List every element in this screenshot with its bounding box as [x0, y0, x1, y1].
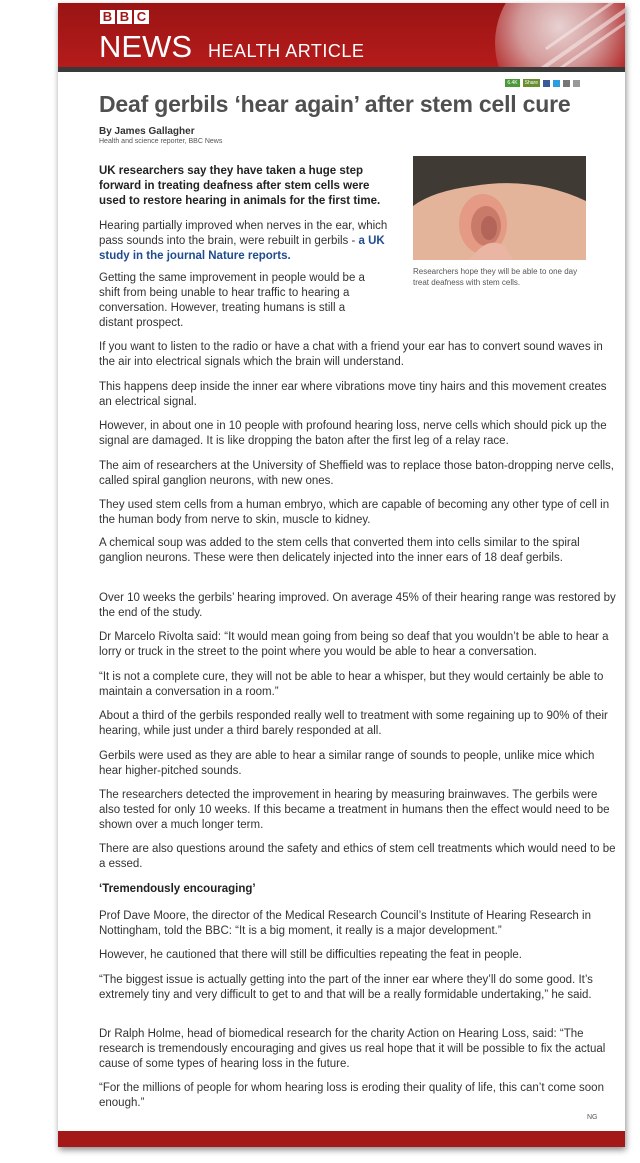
headline: Deaf gerbils ‘hear again’ after stem cell cure: [99, 91, 571, 117]
intro-paragraph-2: Getting the same improvement in people would be a shift from being unable to hear traffic to hearing a conversation. However, treating humans is still a distant prospect.: [99, 272, 365, 329]
share-count: 6.4K: [507, 80, 518, 86]
logo-letter: B: [100, 10, 115, 24]
logo-letter: C: [134, 10, 149, 24]
body-paragraph: A chemical soup was added to the stem cells that converted them into cells similar to the spiral ganglion neurons. These were then delicately injected into the inner ears of 18 deaf gerbils.: [99, 537, 580, 564]
article-body-14: [99, 909, 619, 939]
article-body-6: [99, 536, 619, 566]
editor-tag: NG: [587, 1114, 598, 1121]
article-body-13: [99, 842, 619, 872]
print-icon[interactable]: [573, 80, 580, 87]
study-link[interactable]: a UK study in the journal Nature reports.: [99, 235, 385, 262]
body-paragraph: “For the millions of people for whom hearing loss is eroding their quality of life, this can’t come soon enough.”: [99, 1082, 604, 1109]
article-body-8: [99, 630, 619, 660]
body-paragraph: “It is not a complete cure, they will not be able to hear a whisper, but they would certainly be able to maintain a conversation in a room.”: [99, 671, 604, 698]
article-body: [99, 340, 619, 370]
intro-text: Hearing partially improved when nerves in the ear, which pass sounds into the brain, were rebuilt in gerbils -: [99, 220, 388, 247]
article-body-3: [99, 419, 619, 449]
news-brand: NEWS: [99, 29, 192, 64]
section-title: HEALTH ARTICLE: [208, 41, 365, 61]
email-icon[interactable]: [563, 80, 570, 87]
globe-graphic: [495, 3, 625, 67]
body-paragraph: Over 10 weeks the gerbils’ hearing improved. On average 45% of their hearing range was restored by the end of the study.: [99, 592, 616, 619]
body-paragraph: Dr Ralph Holme, head of biomedical research for the charity Action on Hearing Loss, said: “The research is tremendously encouraging and gives us real hope that it will be possible to fix the actual cause of some types of hearing loss in the future.: [99, 1028, 606, 1070]
body-paragraph: Prof Dave Moore, the director of the Medical Research Council’s Institute of Hearing Research in Nottingham, told the BBC: “It is a big moment, it really is a major development.”: [99, 910, 591, 937]
article-body-12: [99, 788, 619, 833]
share-toolbar: [505, 79, 580, 87]
share-button[interactable]: Share: [524, 80, 538, 86]
article-body-9: [99, 670, 619, 700]
lead-paragraph: UK researchers say they have taken a huge step forward in treating deafness after stem cells were used to restore hearing in animals for the first time.: [99, 165, 381, 207]
body-paragraph: About a third of the gerbils responded really well to treatment with some regaining up to 90% of their hearing, while just under a third barely responded at all.: [99, 710, 608, 737]
twitter-icon[interactable]: [553, 80, 560, 87]
article-body-2: [99, 380, 619, 410]
photo-caption: Researchers hope they will be able to one day treat deafness with stem cells.: [413, 267, 578, 287]
byline-role: Health and science reporter, BBC News: [99, 138, 223, 145]
body-paragraph: If you want to listen to the radio or have a chat with a friend your ear has to convert sound waves in the air into electrical signals which the brain will understand.: [99, 341, 603, 368]
article-body-16: [99, 973, 619, 1003]
child-ear-image: [413, 156, 586, 260]
logo-letter: B: [117, 10, 132, 24]
body-paragraph: This happens deep inside the inner ear where vibrations move tiny hairs and this movement creates an electrical signal.: [99, 381, 607, 408]
facebook-icon[interactable]: [543, 80, 550, 87]
article-body-15: [99, 948, 619, 963]
article-body-4: [99, 459, 619, 489]
body-paragraph: “The biggest issue is actually getting into the part of the inner ear where they’ll do some good. It’s extremely tiny and very difficult to get to and that will be a really formidable undertaking,” he said.: [99, 974, 593, 1001]
body-paragraph: However, he cautioned that there will still be difficulties repeating the feat in people.: [99, 949, 522, 961]
masthead-divider: [58, 67, 625, 72]
body-paragraph: However, in about one in 10 people with profound hearing loss, nerve cells which should pick up the signal are damaged. It is like dropping the baton after the first leg of a relay race.: [99, 420, 607, 447]
article-page: [58, 3, 625, 1147]
body-paragraph: Dr Marcelo Rivolta said: “It would mean going from being so deaf that you wouldn’t be able to hear a lorry or truck in the street to the point where you would be able to hear a conversation.: [99, 631, 609, 658]
body-paragraph: The aim of researchers at the University of Sheffield was to replace those baton-dropping nerve cells, called spiral ganglion neurons, with new ones.: [99, 460, 615, 487]
article-body-10: [99, 709, 619, 739]
subheading: ‘Tremendously encouraging’: [99, 883, 256, 895]
bbc-logo[interactable]: [100, 10, 149, 24]
body-paragraph: Gerbils were used as they are able to hear a similar range of sounds to people, unlike mice which hear higher-pitched sounds.: [99, 750, 595, 777]
article-body-5: [99, 498, 619, 528]
article-photo: [413, 156, 586, 260]
body-paragraph: There are also questions around the safety and ethics of stem cell treatments which would need to be a essed.: [99, 843, 616, 870]
article-body-17: [99, 1027, 619, 1072]
article-body-11: [99, 749, 619, 779]
intro-paragraph: [99, 219, 407, 264]
masthead: [58, 3, 625, 67]
article-body-7: [99, 591, 619, 621]
body-paragraph: They used stem cells from a human embryo, which are capable of becoming any other type of cell in the human body from nerve to skin, muscle to kidney.: [99, 499, 610, 526]
byline: By James Gallagher: [99, 126, 195, 137]
footer-bar: [58, 1131, 625, 1147]
article-body-18: [99, 1081, 619, 1111]
body-paragraph: The researchers detected the improvement in hearing by measuring brainwaves. The gerbils were also tested for only 10 weeks. If this became a treatment in humans then the effect would need to be shown over a much longer term.: [99, 789, 610, 831]
